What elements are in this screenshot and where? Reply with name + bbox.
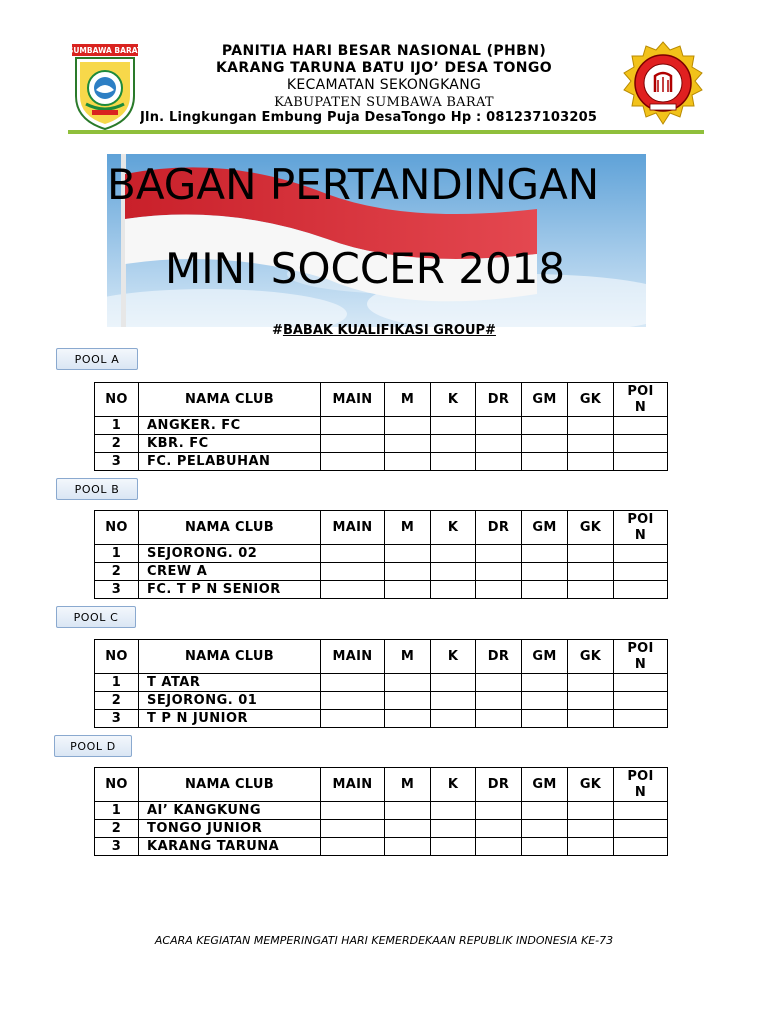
col-dr: DR [476,511,522,545]
pool-c-label: POOL C [56,606,136,628]
table-header-row [95,383,668,417]
col-dr: DR [476,640,522,674]
table-header-row [95,768,668,802]
col-gm: GM [522,383,568,417]
col-poin: POI N [614,640,668,674]
col-no: NO [95,383,139,417]
header-line-1: PANITIA HARI BESAR NASIONAL (PHBN) [221,43,547,59]
col-nama-club: NAMA CLUB [139,640,321,674]
pool-b-table [94,510,668,599]
banner-title-1: BAGAN PERTANDINGAN [107,160,600,209]
col-k: K [431,383,476,417]
col-gk: GK [568,768,614,802]
table-row: 3 FC. T P N SENIOR [95,581,668,599]
table-row: 2 SEJORONG. 01 [95,692,668,710]
footer-note: ACARA KEGIATAN MEMPERINGATI HARI KEMERDEKAAN REPUBLIK INDONESIA KE-73 [154,934,614,947]
col-main: MAIN [321,511,385,545]
header-line-2: KARANG TARUNA BATU IJO’ DESA TONGO [215,60,553,76]
subtitle-prefix: # [272,323,283,338]
col-main: MAIN [321,383,385,417]
col-m: M [385,511,431,545]
pool-a-label: POOL A [56,348,138,370]
col-gk: GK [568,640,614,674]
col-k: K [431,511,476,545]
col-m: M [385,640,431,674]
col-k: K [431,768,476,802]
header-line-3: KECAMATAN SEKONGKANG [286,77,482,93]
subtitle-text: BABAK KUALIFIKASI GROUP# [282,323,496,338]
table-row: 2 KBR. FC [95,435,668,453]
col-main: MAIN [321,768,385,802]
col-no: NO [95,768,139,802]
table-row: 3 FC. PELABUHAN [95,453,668,471]
col-nama-club: NAMA CLUB [139,511,321,545]
table-row: 1 ANGKER. FC [95,417,668,435]
banner-title-2: MINI SOCCER 2018 [165,244,566,293]
pool-d-table [94,767,668,856]
col-dr: DR [476,383,522,417]
col-m: M [385,383,431,417]
table-header-row [95,511,668,545]
col-main: MAIN [321,640,385,674]
table-row: 1 T ATAR [95,674,668,692]
col-poin: POI N [614,511,668,545]
header-address: Jln. Lingkungan Embung Puja DesaTongo Hp : 081237103205 [140,110,598,125]
col-gm: GM [522,640,568,674]
col-dr: DR [476,768,522,802]
col-gm: GM [522,768,568,802]
col-nama-club: NAMA CLUB [139,383,321,417]
table-row: 3 KARANG TARUNA [95,838,668,856]
col-poin: POI N [614,768,668,802]
section-subtitle [0,323,768,338]
table-row: 1 AI’ KANGKUNG [95,802,668,820]
col-no: NO [95,511,139,545]
pool-d-label: POOL D [54,735,132,757]
pool-a-table [94,382,668,471]
pool-b-label: POOL B [56,478,138,500]
sumbawa-barat-logo [70,44,140,130]
table-row: 3 T P N JUNIOR [95,710,668,728]
col-poin: POI N [614,383,668,417]
table-row: 1 SEJORONG. 02 [95,545,668,563]
header-divider [68,130,704,134]
karang-taruna-logo [622,40,704,126]
col-gk: GK [568,383,614,417]
svg-text:SUMBAWA BARAT: SUMBAWA BARAT [70,46,140,55]
pool-c-table [94,639,668,728]
table-header-row [95,640,668,674]
col-no: NO [95,640,139,674]
col-nama-club: NAMA CLUB [139,768,321,802]
table-row: 2 CREW A [95,563,668,581]
col-m: M [385,768,431,802]
table-row: 2 TONGO JUNIOR [95,820,668,838]
col-gk: GK [568,511,614,545]
col-k: K [431,640,476,674]
col-gm: GM [522,511,568,545]
header-line-4: KABUPATEN SUMBAWA BARAT [274,95,494,110]
